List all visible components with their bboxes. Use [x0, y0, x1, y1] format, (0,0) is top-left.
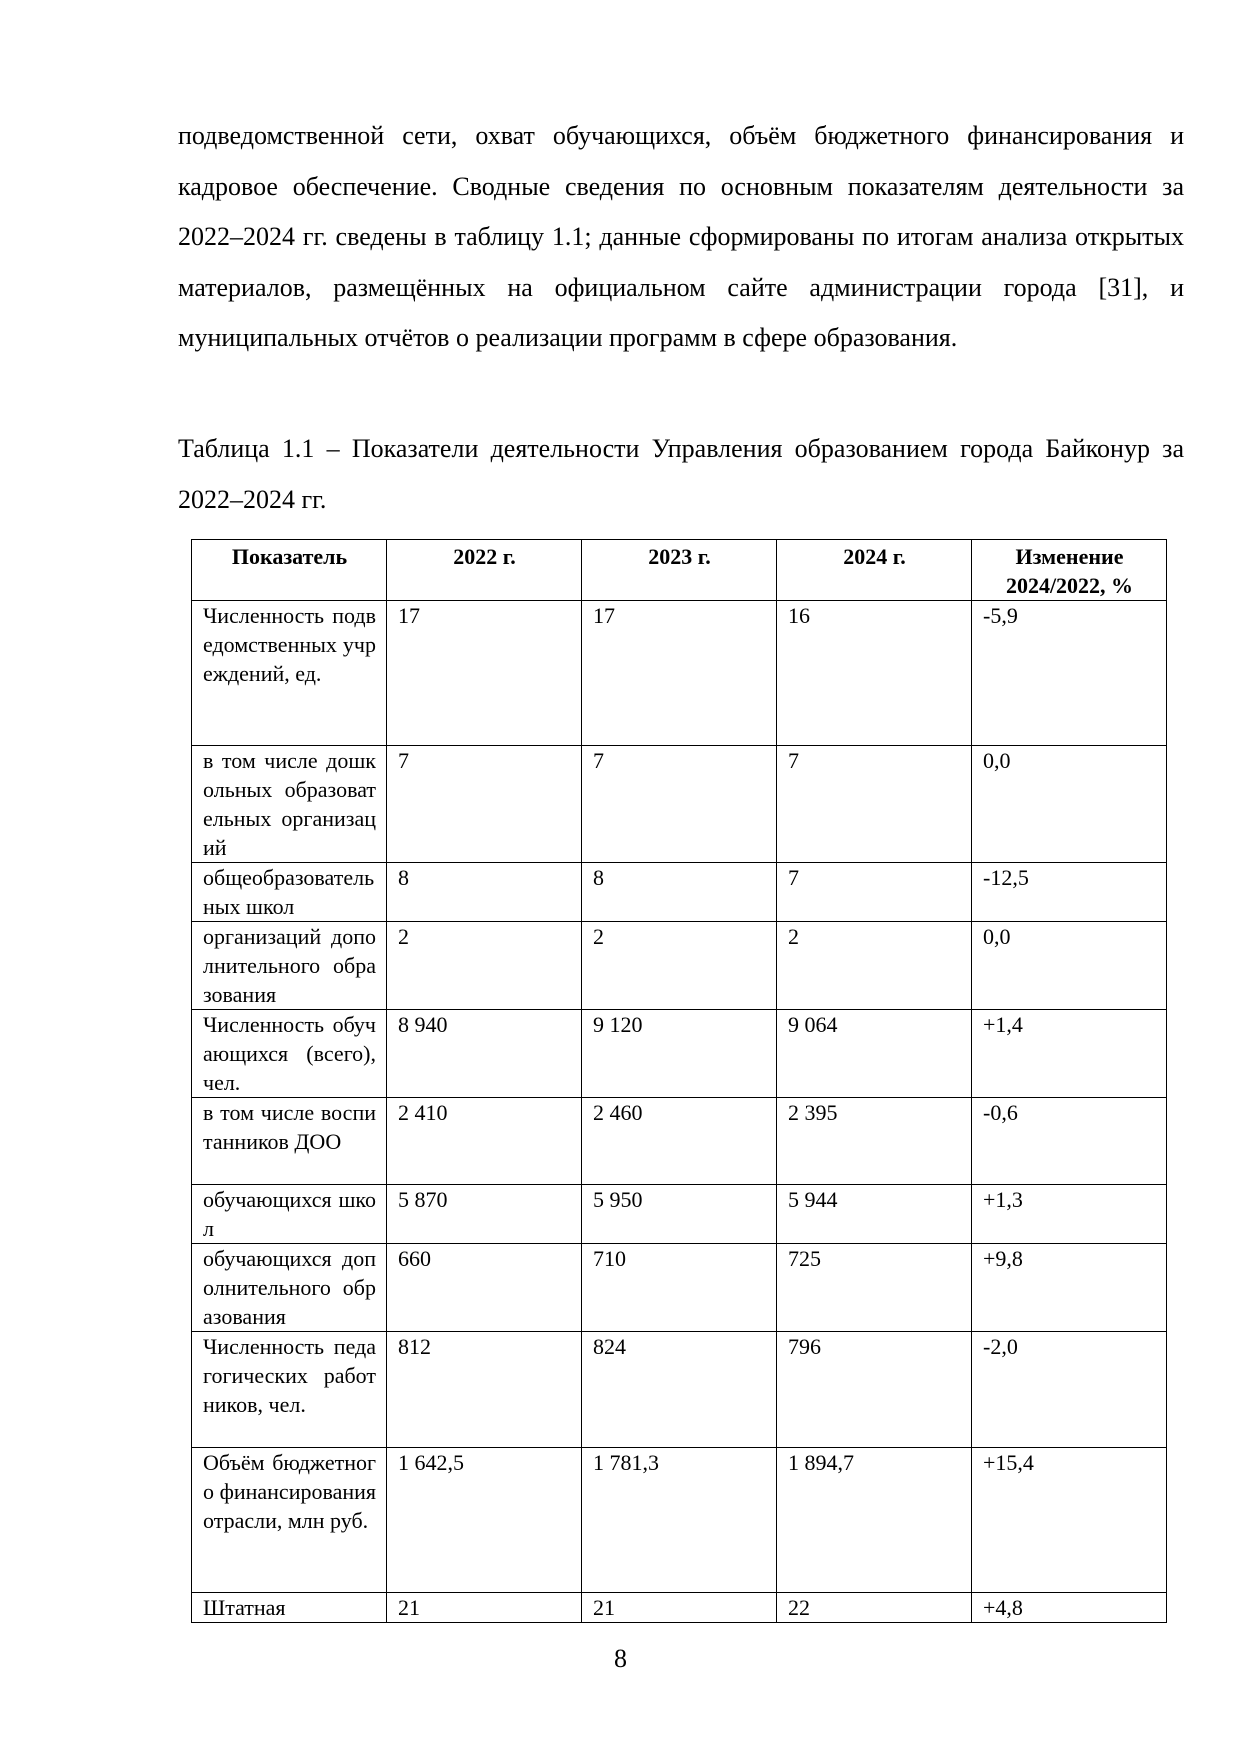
body-paragraph: подведомственной сети, охват обучающихся, объём бюджетного финансирования и кадровое обеспечение. Сводные сведения по основным показателям деятельности за 2022–2024 гг. сведены в таблицу 1.1; данные сформированы по итогам анализа открытых материалов, размещённых на официальном сайте администрации города [31], и муниципальных отчётов о реализации программ в сфере образования. — [178, 121, 1184, 353]
indicators-table — [191, 539, 1167, 1623]
header-2023: 2023 г. — [582, 540, 777, 601]
cell-2023: 710 — [582, 1244, 777, 1332]
row-label: обучающихся школ — [192, 1185, 387, 1244]
cell-2023: 7 — [582, 746, 777, 863]
row-label: Численность подведомственных учреждений, ед. — [192, 601, 387, 746]
cell-2024: 2 — [777, 922, 972, 1010]
table-row — [192, 863, 1167, 922]
cell-change: +15,4 — [972, 1448, 1167, 1593]
row-label: Объём бюджетного финансирования отрасли, млн руб. — [192, 1448, 387, 1593]
cell-2022: 5 870 — [387, 1185, 582, 1244]
cell-2024: 7 — [777, 746, 972, 863]
cell-change: +9,8 — [972, 1244, 1167, 1332]
page-number: 8 — [614, 1644, 627, 1673]
table-row — [192, 1098, 1167, 1185]
cell-change: 0,0 — [972, 922, 1167, 1010]
header-2024: 2024 г. — [777, 540, 972, 601]
cell-2022: 8 940 — [387, 1010, 582, 1098]
table-row — [192, 746, 1167, 863]
table-row — [192, 922, 1167, 1010]
header-change: Изменение 2024/2022, % — [972, 540, 1167, 601]
table-row — [192, 1448, 1167, 1593]
cell-2024: 5 944 — [777, 1185, 972, 1244]
row-label: в том числе дошкольных образовательных организаций — [192, 746, 387, 863]
header-2022: 2022 г. — [387, 540, 582, 601]
cell-change: +4,8 — [972, 1593, 1167, 1623]
cell-2022: 660 — [387, 1244, 582, 1332]
row-label: обучающихся дополнительного образования — [192, 1244, 387, 1332]
cell-2022: 2 410 — [387, 1098, 582, 1185]
table-row — [192, 1010, 1167, 1098]
cell-change: +1,4 — [972, 1010, 1167, 1098]
cell-2023: 21 — [582, 1593, 777, 1623]
table-row — [192, 1185, 1167, 1244]
cell-2024: 22 — [777, 1593, 972, 1623]
cell-2024: 7 — [777, 863, 972, 922]
cell-2023: 1 781,3 — [582, 1448, 777, 1593]
table-caption: Таблица 1.1 – Показатели деятельности Управления образованием города Байконур за 2022–2024 гг. — [178, 434, 1184, 514]
row-label: Численность педагогических работников, чел. — [192, 1332, 387, 1448]
cell-2022: 7 — [387, 746, 582, 863]
cell-2022: 21 — [387, 1593, 582, 1623]
cell-2023: 9 120 — [582, 1010, 777, 1098]
cell-2024: 796 — [777, 1332, 972, 1448]
row-label: общеобразовательных школ — [192, 863, 387, 922]
cell-2023: 824 — [582, 1332, 777, 1448]
cell-change: +1,3 — [972, 1185, 1167, 1244]
table-row — [192, 601, 1167, 746]
row-label: организаций дополнительного образования — [192, 922, 387, 1010]
cell-change: 0,0 — [972, 746, 1167, 863]
table-row — [192, 1244, 1167, 1332]
cell-2022: 812 — [387, 1332, 582, 1448]
cell-change: -0,6 — [972, 1098, 1167, 1185]
cell-2022: 1 642,5 — [387, 1448, 582, 1593]
row-label: Численность обучающихся (всего), чел. — [192, 1010, 387, 1098]
cell-2024: 9 064 — [777, 1010, 972, 1098]
header-indicator: Показатель — [192, 540, 387, 601]
cell-2024: 2 395 — [777, 1098, 972, 1185]
cell-2023: 2 460 — [582, 1098, 777, 1185]
table-header-row — [192, 540, 1167, 601]
cell-2022: 2 — [387, 922, 582, 1010]
table-row — [192, 1593, 1167, 1623]
cell-2022: 17 — [387, 601, 582, 746]
cell-2023: 5 950 — [582, 1185, 777, 1244]
row-label: Штатная — [192, 1593, 387, 1623]
cell-change: -2,0 — [972, 1332, 1167, 1448]
cell-change: -12,5 — [972, 863, 1167, 922]
cell-change: -5,9 — [972, 601, 1167, 746]
cell-2024: 1 894,7 — [777, 1448, 972, 1593]
cell-2023: 2 — [582, 922, 777, 1010]
cell-2023: 8 — [582, 863, 777, 922]
row-label: в том числе воспитанников ДОО — [192, 1098, 387, 1185]
cell-2022: 8 — [387, 863, 582, 922]
cell-2024: 725 — [777, 1244, 972, 1332]
table-row — [192, 1332, 1167, 1448]
cell-2023: 17 — [582, 601, 777, 746]
cell-2024: 16 — [777, 601, 972, 746]
